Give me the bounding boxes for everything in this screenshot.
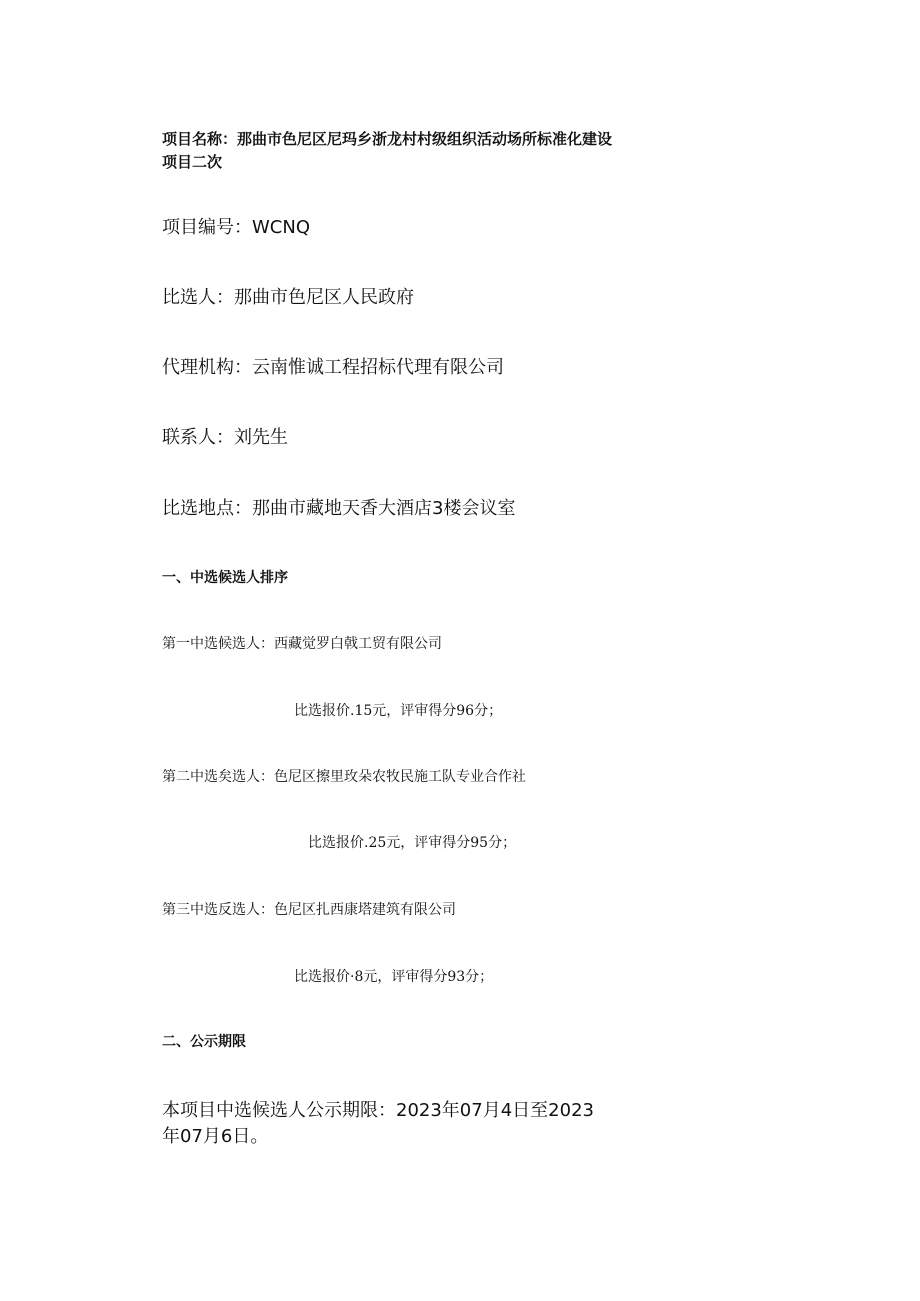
- candidate-3-detail: 比选报价·8元，评审得分93分；: [294, 969, 494, 985]
- publicity-period: 本项目中选候选人公示期限：2023年07月4日至2023年07月6日。: [162, 1100, 594, 1147]
- candidate-2-detail: 比选报价.25元，评审得分95分；: [308, 835, 517, 851]
- agency: 代理机构：云南惟诚工程招标代理有限公司: [162, 357, 504, 378]
- candidate-3-name: 第三中选反选人：色尼区扎西康塔建筑有限公司: [162, 902, 456, 918]
- candidate-1-detail: 比选报价.15元，评审得分96分；: [294, 703, 503, 719]
- publicity-heading: 二、公示期限: [162, 1034, 246, 1050]
- selection-location: 比选地点：那曲市藏地天香大酒店3楼会议室: [162, 498, 516, 519]
- ranking-heading: 一、中选候选人排序: [162, 570, 288, 586]
- project-number: 项目编号：WCNQ: [162, 217, 310, 238]
- contact-person: 联系人：刘先生: [162, 427, 288, 448]
- project-name: 项目名称：那曲市色尼区尼玛乡浙龙村村级组织活动场所标准化建设项目二次: [162, 130, 613, 171]
- purchaser: 比选人：那曲市色尼区人民政府: [162, 287, 414, 308]
- candidate-1-name: 第一中选候选人：西藏觉罗白戟工贸有限公司: [162, 636, 442, 652]
- candidate-2-name: 第二中选矣选人：色尼区擦里玫朵农牧民施工队专业合作社: [162, 769, 526, 785]
